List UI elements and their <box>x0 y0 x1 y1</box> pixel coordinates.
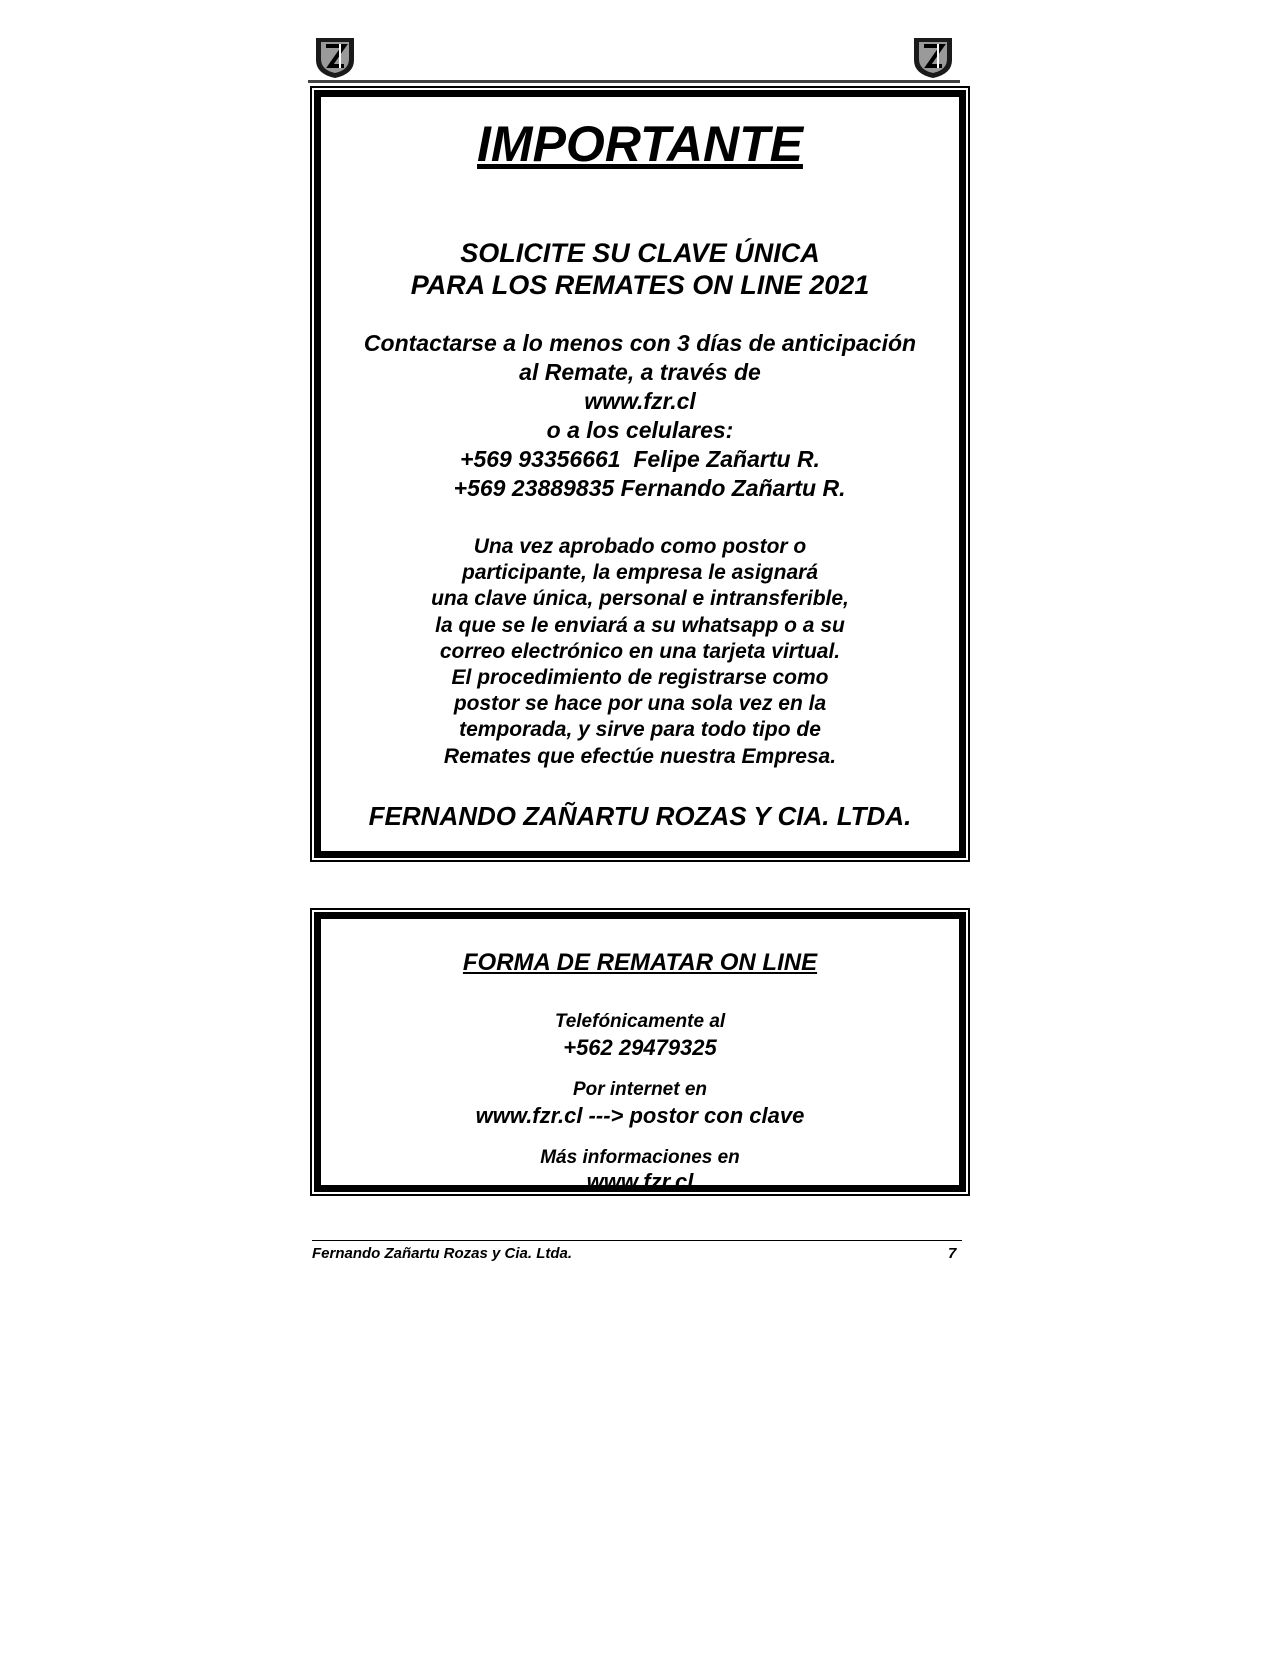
notice-subtitle-line1: SOLICITE SU CLAVE ÚNICA <box>460 238 820 268</box>
phone-label: Telefónicamente al <box>554 1011 726 1032</box>
info-label: Más informaciones en <box>540 1147 740 1168</box>
paragraph-line: postor se hace por una sola vez en la <box>453 692 827 716</box>
header-divider <box>308 80 960 83</box>
paragraph-line: participante, la empresa le asignará <box>462 561 818 585</box>
registration-paragraph <box>321 534 959 770</box>
footer-company: Fernando Zañartu Rozas y Cia. Ltda. <box>312 1245 573 1262</box>
paragraph-line: temporada, y sirve para todo tipo de <box>459 718 821 742</box>
internet-label: Por internet en <box>572 1079 708 1100</box>
important-notice-box <box>314 90 966 858</box>
paragraph-line: Remates que efectúe nuestra Empresa. <box>443 744 837 768</box>
paragraph-line: correo electrónico en una tarjeta virtual. <box>439 639 841 663</box>
contact-line: Contactarse a lo menos con 3 días de anticipación <box>363 330 917 356</box>
contact-line: o a los celulares: <box>546 417 734 443</box>
page-number: 7 <box>948 1245 957 1262</box>
info-link[interactable]: www.fzr.cl <box>586 1169 694 1194</box>
paragraph-line: Una vez aprobado como postor o <box>473 535 807 558</box>
contact-block <box>321 329 959 503</box>
zr-shield-logo-icon <box>910 34 956 80</box>
online-auction-title: FORMA DE REMATAR ON LINE <box>462 949 818 976</box>
internet-link[interactable]: www.fzr.cl ---> postor con clave <box>475 1103 805 1128</box>
phone-fernando: +569 23889835 Fernando Zañartu R. <box>434 475 846 501</box>
paragraph-line: una clave única, personal e intransferible, <box>431 587 849 611</box>
company-name: FERNANDO ZAÑARTU ROZAS Y CIA. LTDA. <box>368 801 912 831</box>
auction-phone: +562 29479325 <box>563 1035 717 1060</box>
notice-subtitle-line2: PARA LOS REMATES ON LINE 2021 <box>410 270 870 300</box>
zr-shield-logo-icon <box>312 34 358 80</box>
contact-line: al Remate, a través de <box>519 359 761 385</box>
notice-title: IMPORTANTE <box>477 116 803 172</box>
paragraph-line: El procedimiento de registrarse como <box>451 666 829 690</box>
footer-divider <box>312 1240 962 1241</box>
paragraph-line: la que se le enviará a su whatsapp o a su <box>435 613 845 637</box>
online-auction-box <box>314 912 966 1192</box>
phone-felipe: +569 93356661 Felipe Zañartu R. <box>460 446 820 472</box>
website-link[interactable]: www.fzr.cl <box>584 388 696 414</box>
